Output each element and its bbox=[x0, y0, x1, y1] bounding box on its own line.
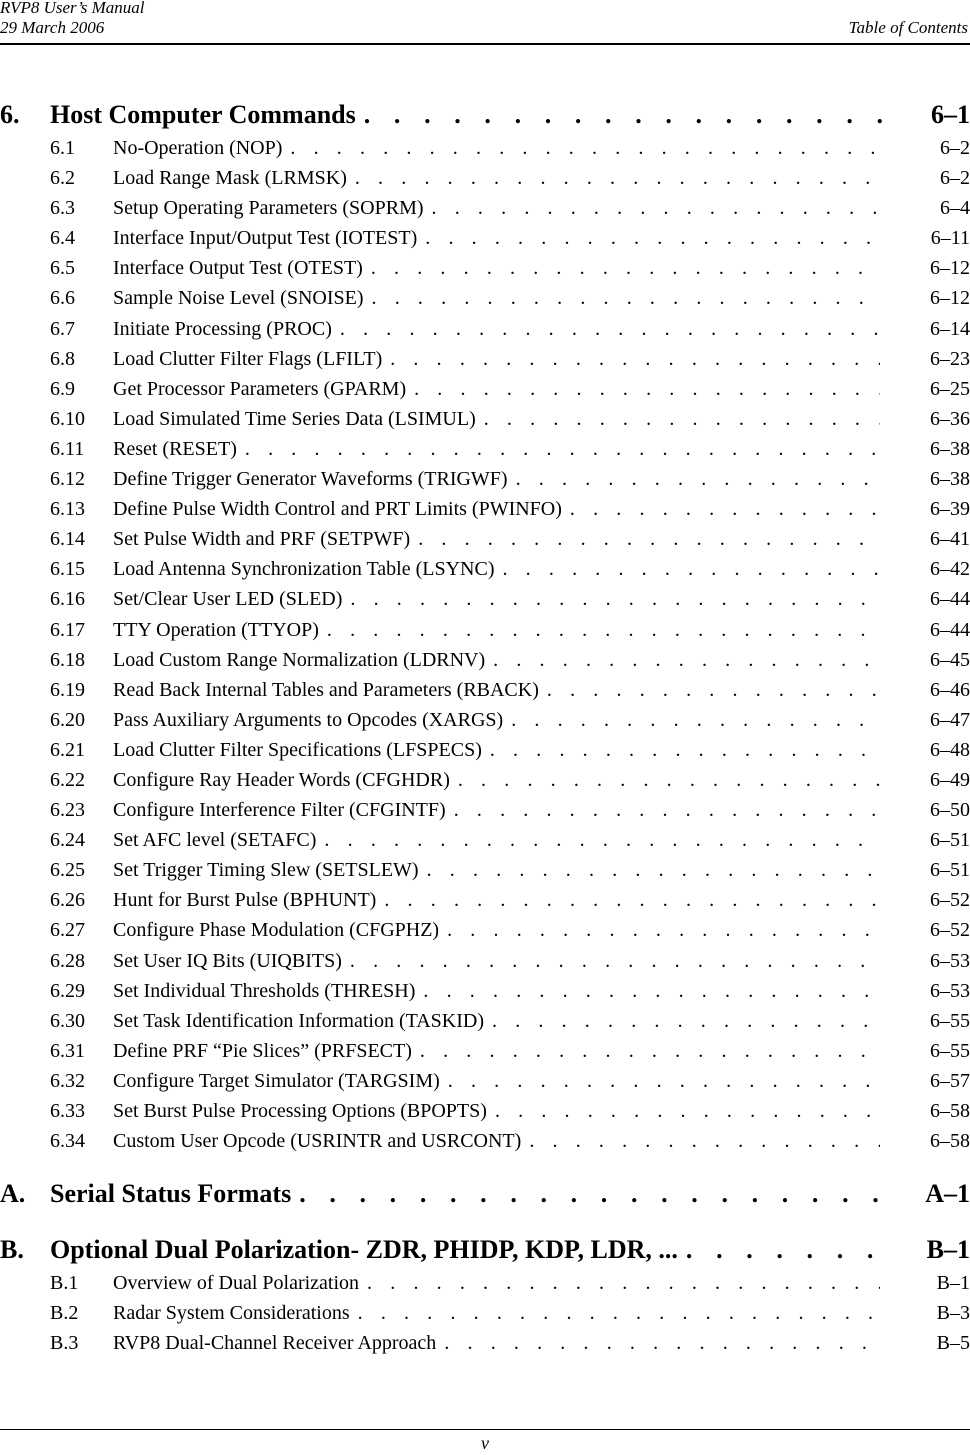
toc-dot-leader bbox=[439, 915, 880, 945]
toc-entry-number: 6.14 bbox=[50, 528, 85, 551]
toc-section-entry[interactable] bbox=[0, 163, 970, 193]
toc-entry-title: Define Pulse Width Control and PRT Limits (PWINFO) bbox=[113, 498, 562, 521]
toc-entry-number: 6.32 bbox=[50, 1069, 85, 1092]
toc-section-entry[interactable] bbox=[0, 344, 970, 374]
toc-section-entry[interactable] bbox=[0, 855, 970, 885]
toc-entry-number: 6.12 bbox=[50, 468, 85, 491]
toc-entry-page: 6–36 bbox=[930, 407, 970, 430]
toc-dot-leader bbox=[350, 1298, 880, 1328]
toc-section-entry[interactable] bbox=[0, 1036, 970, 1066]
toc-dot-leader bbox=[359, 1268, 880, 1298]
toc-entry-page: 6–4 bbox=[940, 197, 970, 220]
header-manual-title: RVP8 User’s Manual bbox=[0, 0, 145, 17]
toc-entry-title: Set User IQ Bits (UIQBITS) bbox=[113, 949, 342, 972]
toc-section-entry[interactable] bbox=[0, 434, 970, 464]
toc-entry-page: 6–44 bbox=[930, 588, 970, 611]
toc-dot-leader bbox=[342, 584, 880, 614]
toc-entry-page: 6–52 bbox=[930, 889, 970, 912]
toc-entry-title: Initiate Processing (PROC) bbox=[113, 317, 332, 340]
toc-entry-title: Define PRF “Pie Slices” (PRFSECT) bbox=[113, 1039, 412, 1062]
toc-entry-title: Load Custom Range Normalization (LDRNV) bbox=[113, 648, 486, 671]
toc-entry-page: 6–47 bbox=[930, 708, 970, 731]
toc-section-entry[interactable] bbox=[0, 885, 970, 915]
toc-entry-number: 6.26 bbox=[50, 889, 85, 912]
toc-entry-page: 6–14 bbox=[930, 317, 970, 340]
toc-entry-number: 6.28 bbox=[50, 949, 85, 972]
toc-entry-title: Serial Status Formats bbox=[50, 1179, 292, 1209]
toc-entry-number: 6.31 bbox=[50, 1039, 85, 1062]
toc-entry-page: 6–48 bbox=[930, 738, 970, 761]
toc-entry-number: 6.19 bbox=[50, 678, 85, 701]
toc-dot-leader bbox=[521, 1126, 880, 1156]
toc-entry-page: 6–12 bbox=[930, 257, 970, 280]
toc-entry-number: 6.34 bbox=[50, 1130, 85, 1153]
toc-entry-page: 6–53 bbox=[930, 979, 970, 1002]
toc-section-entry[interactable] bbox=[0, 1066, 970, 1096]
toc-entry-page: 6–50 bbox=[930, 799, 970, 822]
toc-entry-page: 6–44 bbox=[930, 618, 970, 641]
toc-dot-leader bbox=[440, 1066, 880, 1096]
toc-section-entry[interactable] bbox=[0, 825, 970, 855]
toc-entry-title: Load Range Mask (LRMSK) bbox=[113, 167, 347, 190]
toc-chapter-entry[interactable] bbox=[0, 1175, 970, 1212]
toc-entry-page: 6–55 bbox=[930, 1039, 970, 1062]
toc-entry-page: 6–51 bbox=[930, 859, 970, 882]
toc-entry-title: Configure Interference Filter (CFGINTF) bbox=[113, 799, 446, 822]
toc-entry-number: 6.2 bbox=[50, 167, 75, 190]
toc-dot-leader bbox=[424, 193, 880, 223]
toc-entry-title: Configure Target Simulator (TARGSIM) bbox=[113, 1069, 440, 1092]
toc-entry-page: A–1 bbox=[925, 1179, 970, 1209]
toc-dot-leader bbox=[419, 855, 880, 885]
toc-entry-title: Overview of Dual Polarization bbox=[113, 1272, 360, 1295]
toc-dot-leader bbox=[562, 494, 880, 524]
toc-entry-number: 6.18 bbox=[50, 648, 85, 671]
toc-dot-leader bbox=[282, 133, 880, 163]
toc-entry-title: Get Processor Parameters (GPARM) bbox=[113, 377, 407, 400]
toc-chapter-entry[interactable] bbox=[0, 1231, 970, 1268]
toc-entry-page: B–5 bbox=[936, 1332, 970, 1355]
toc-entry-page: 6–49 bbox=[930, 768, 970, 791]
toc-entry-page: 6–45 bbox=[930, 648, 970, 671]
toc-entry-page: B–1 bbox=[936, 1272, 970, 1295]
toc-entry-title: No-Operation (NOP) bbox=[113, 137, 283, 159]
toc-entry-page: 6–2 bbox=[940, 167, 970, 190]
toc-entry-number: 6.27 bbox=[50, 919, 85, 942]
toc-dot-leader bbox=[410, 524, 880, 554]
toc-entry-page: 6–23 bbox=[930, 347, 970, 370]
toc-entry-number: 6.22 bbox=[50, 768, 85, 791]
toc-dot-leader bbox=[484, 1006, 880, 1036]
toc-entry-title: Custom User Opcode (USRINTR and USRCONT) bbox=[113, 1130, 522, 1153]
toc-entry-page: 6–51 bbox=[930, 829, 970, 852]
toc-entry-page: 6–53 bbox=[930, 949, 970, 972]
toc-entry-title: Load Simulated Time Series Data (LSIMUL) bbox=[113, 407, 476, 430]
toc-section-entry[interactable] bbox=[0, 915, 970, 945]
toc-entry-number: 6.25 bbox=[50, 859, 85, 882]
toc-dot-leader bbox=[237, 434, 880, 464]
toc-section-entry[interactable] bbox=[0, 1096, 970, 1126]
toc-section-entry[interactable] bbox=[0, 705, 970, 735]
toc-dot-leader bbox=[450, 765, 880, 795]
toc-section-entry[interactable] bbox=[0, 374, 970, 404]
toc-entry-title: Load Antenna Synchronization Table (LSYNC) bbox=[113, 558, 495, 581]
toc-entry-page: 6–58 bbox=[930, 1100, 970, 1122]
toc-entry-number: 6.30 bbox=[50, 1009, 85, 1032]
toc-section-entry[interactable] bbox=[0, 524, 970, 554]
toc-dot-leader bbox=[332, 314, 880, 344]
toc-entry-title: Interface Output Test (OTEST) bbox=[113, 257, 363, 280]
toc-section-entry[interactable] bbox=[0, 283, 970, 313]
toc-entry-title: Define Trigger Generator Waveforms (TRIGWF) bbox=[113, 468, 508, 491]
toc-entry-number: 6.33 bbox=[50, 1100, 85, 1122]
toc-entry-page: 6–38 bbox=[930, 468, 970, 491]
toc-entry-page: 6–55 bbox=[930, 1009, 970, 1032]
toc-dot-leader bbox=[417, 223, 880, 253]
toc-entry-title: Reset (RESET) bbox=[113, 437, 237, 460]
toc-section-entry[interactable] bbox=[0, 1126, 970, 1156]
toc-dot-leader bbox=[342, 946, 880, 976]
toc-entry-title: Configure Ray Header Words (CFGHDR) bbox=[113, 768, 450, 791]
toc-section-entry[interactable] bbox=[0, 494, 970, 524]
toc-entry-number: 6.29 bbox=[50, 979, 85, 1002]
toc-entry-title: Set Pulse Width and PRF (SETPWF) bbox=[113, 528, 411, 551]
toc-entry-number: 6.7 bbox=[50, 317, 75, 340]
toc-section-entry[interactable] bbox=[0, 615, 970, 645]
toc-section-entry[interactable] bbox=[0, 193, 970, 223]
toc-entry-number: 6.21 bbox=[50, 738, 85, 761]
toc-entry-number: 6.10 bbox=[50, 407, 85, 430]
toc-section-entry[interactable] bbox=[0, 554, 970, 584]
toc-dot-leader bbox=[364, 283, 880, 313]
toc-entry-number: B.1 bbox=[50, 1272, 79, 1295]
toc-entry-title: Set Individual Thresholds (THRESH) bbox=[113, 979, 416, 1002]
toc-section-entry[interactable] bbox=[0, 795, 970, 825]
toc-entry-page: 6–12 bbox=[930, 287, 970, 310]
toc-entry-title: Load Clutter Filter Specifications (LFSPECS) bbox=[113, 738, 482, 761]
toc-entry-page: 6–11 bbox=[930, 227, 970, 250]
toc-dot-leader bbox=[319, 615, 880, 645]
toc-entry-title: Read Back Internal Tables and Parameters (RBACK) bbox=[113, 678, 539, 701]
toc-entry-title: Set/Clear User LED (SLED) bbox=[113, 588, 343, 611]
toc-section-entry[interactable] bbox=[0, 1268, 970, 1298]
toc-entry-page: 6–38 bbox=[930, 437, 970, 460]
toc-dot-leader bbox=[406, 374, 880, 404]
toc-entry-title: Set Trigger Timing Slew (SETSLEW) bbox=[113, 859, 419, 882]
toc-dot-leader bbox=[436, 1328, 880, 1358]
toc-entry-title: Configure Phase Modulation (CFGPHZ) bbox=[113, 919, 440, 942]
toc-section-entry[interactable] bbox=[0, 464, 970, 494]
toc-entry-number: B.2 bbox=[50, 1302, 79, 1325]
toc-entry-title: Set Task Identification Information (TASKID) bbox=[113, 1009, 484, 1032]
toc-dot-leader bbox=[446, 795, 880, 825]
header-date: 29 March 2006 bbox=[0, 18, 105, 37]
header-rule bbox=[0, 43, 970, 45]
toc-entry-page: 6–57 bbox=[930, 1069, 970, 1092]
toc-entry-title: Hunt for Burst Pulse (BPHUNT) bbox=[113, 889, 377, 912]
toc-entry-page: 6–58 bbox=[930, 1130, 970, 1153]
toc-entry-title: Load Clutter Filter Flags (LFILT) bbox=[113, 347, 383, 370]
toc-dot-leader bbox=[476, 404, 880, 434]
toc-section-entry[interactable] bbox=[0, 976, 970, 1006]
toc-entry-number: 6.23 bbox=[50, 799, 85, 822]
toc-entry-page: 6–25 bbox=[930, 377, 970, 400]
toc-section-entry[interactable] bbox=[0, 1328, 970, 1358]
toc-chapter-entry[interactable] bbox=[0, 96, 970, 133]
toc-entry-title: Set AFC level (SETAFC) bbox=[113, 829, 317, 852]
toc-dot-leader bbox=[508, 464, 880, 494]
toc-entry-title: Set Burst Pulse Processing Options (BPOPTS) bbox=[113, 1100, 487, 1122]
toc-entry-number: 6.17 bbox=[50, 618, 85, 641]
toc-entry-number: B. bbox=[0, 1235, 24, 1265]
toc-section-entry[interactable] bbox=[0, 1298, 970, 1328]
toc-entry-page: B–1 bbox=[926, 1235, 970, 1265]
toc-section-entry[interactable] bbox=[0, 584, 970, 614]
toc-dot-leader bbox=[412, 1036, 880, 1066]
toc-section-entry[interactable] bbox=[0, 735, 970, 765]
toc-section-entry[interactable] bbox=[0, 946, 970, 976]
toc-section-entry[interactable] bbox=[0, 223, 970, 253]
toc-dot-leader bbox=[316, 825, 880, 855]
toc-dot-leader bbox=[503, 705, 880, 735]
toc-dot-leader bbox=[347, 163, 880, 193]
toc-entry-number: 6.20 bbox=[50, 708, 85, 731]
toc-entry-number: 6.9 bbox=[50, 377, 75, 400]
toc-dot-leader bbox=[494, 554, 880, 584]
toc-entry-number: 6. bbox=[0, 100, 20, 129]
toc-entry-title: Pass Auxiliary Arguments to Opcodes (XARGS) bbox=[113, 708, 504, 731]
toc-entry-page: 6–39 bbox=[930, 498, 970, 521]
toc-section-entry[interactable] bbox=[0, 645, 970, 675]
toc-entry-page: 6–41 bbox=[930, 528, 970, 551]
toc-entry-number: A. bbox=[0, 1179, 26, 1209]
toc-dot-leader bbox=[678, 1231, 892, 1268]
toc-entry-number: 6.1 bbox=[50, 137, 75, 159]
toc-entry-number: 6.4 bbox=[50, 227, 75, 250]
footer-rule bbox=[0, 1429, 970, 1430]
toc-dot-leader bbox=[356, 96, 892, 133]
toc-dot-leader bbox=[485, 645, 880, 675]
toc-section-entry[interactable] bbox=[0, 253, 970, 283]
toc-dot-leader bbox=[376, 885, 880, 915]
toc-entry-number: 6.16 bbox=[50, 588, 85, 611]
toc-entry-number: 6.5 bbox=[50, 257, 75, 280]
toc-entry-number: 6.24 bbox=[50, 829, 85, 852]
toc-entry-title: Sample Noise Level (SNOISE) bbox=[113, 287, 364, 310]
toc-dot-leader bbox=[482, 735, 880, 765]
toc-entry-number: 6.15 bbox=[50, 558, 85, 581]
toc-entry-number: B.3 bbox=[50, 1332, 79, 1355]
toc-section-entry[interactable] bbox=[0, 133, 970, 163]
toc-entry-title: Radar System Considerations bbox=[113, 1302, 350, 1325]
toc-section-entry[interactable] bbox=[0, 404, 970, 434]
toc-section-entry[interactable] bbox=[0, 675, 970, 705]
toc-dot-leader bbox=[382, 344, 880, 374]
toc-entry-page: 6–2 bbox=[940, 137, 970, 159]
toc-entry-page: B–3 bbox=[936, 1302, 970, 1325]
table-of-contents bbox=[0, 96, 970, 1358]
toc-entry-title: Interface Input/Output Test (IOTEST) bbox=[113, 227, 418, 250]
header-section: Table of Contents bbox=[848, 18, 968, 37]
toc-section-entry[interactable] bbox=[0, 314, 970, 344]
toc-entry-title: Setup Operating Parameters (SOPRM) bbox=[113, 197, 424, 220]
toc-entry-page: 6–1 bbox=[931, 100, 970, 129]
toc-dot-leader bbox=[291, 1175, 892, 1212]
toc-section-entry[interactable] bbox=[0, 765, 970, 795]
toc-dot-leader bbox=[415, 976, 880, 1006]
toc-section-entry[interactable] bbox=[0, 1006, 970, 1036]
toc-entry-number: 6.11 bbox=[50, 437, 85, 460]
toc-dot-leader bbox=[539, 675, 880, 705]
toc-entry-title: Host Computer Commands bbox=[50, 100, 356, 129]
toc-dot-leader bbox=[363, 253, 880, 283]
toc-entry-number: 6.6 bbox=[50, 287, 75, 310]
toc-entry-page: 6–52 bbox=[930, 919, 970, 942]
toc-entry-title: RVP8 Dual-Channel Receiver Approach bbox=[113, 1332, 437, 1355]
toc-entry-page: 6–46 bbox=[930, 678, 970, 701]
toc-entry-number: 6.13 bbox=[50, 498, 85, 521]
toc-entry-title: Optional Dual Polarization- ZDR, PHIDP, KDP, LDR, ... bbox=[50, 1235, 678, 1265]
toc-entry-page: 6–42 bbox=[930, 558, 970, 581]
toc-entry-number: 6.8 bbox=[50, 347, 75, 370]
page-number: v bbox=[481, 1433, 489, 1453]
toc-entry-number: 6.3 bbox=[50, 197, 75, 220]
toc-entry-title: TTY Operation (TTYOP) bbox=[113, 618, 319, 641]
toc-dot-leader bbox=[487, 1096, 880, 1126]
